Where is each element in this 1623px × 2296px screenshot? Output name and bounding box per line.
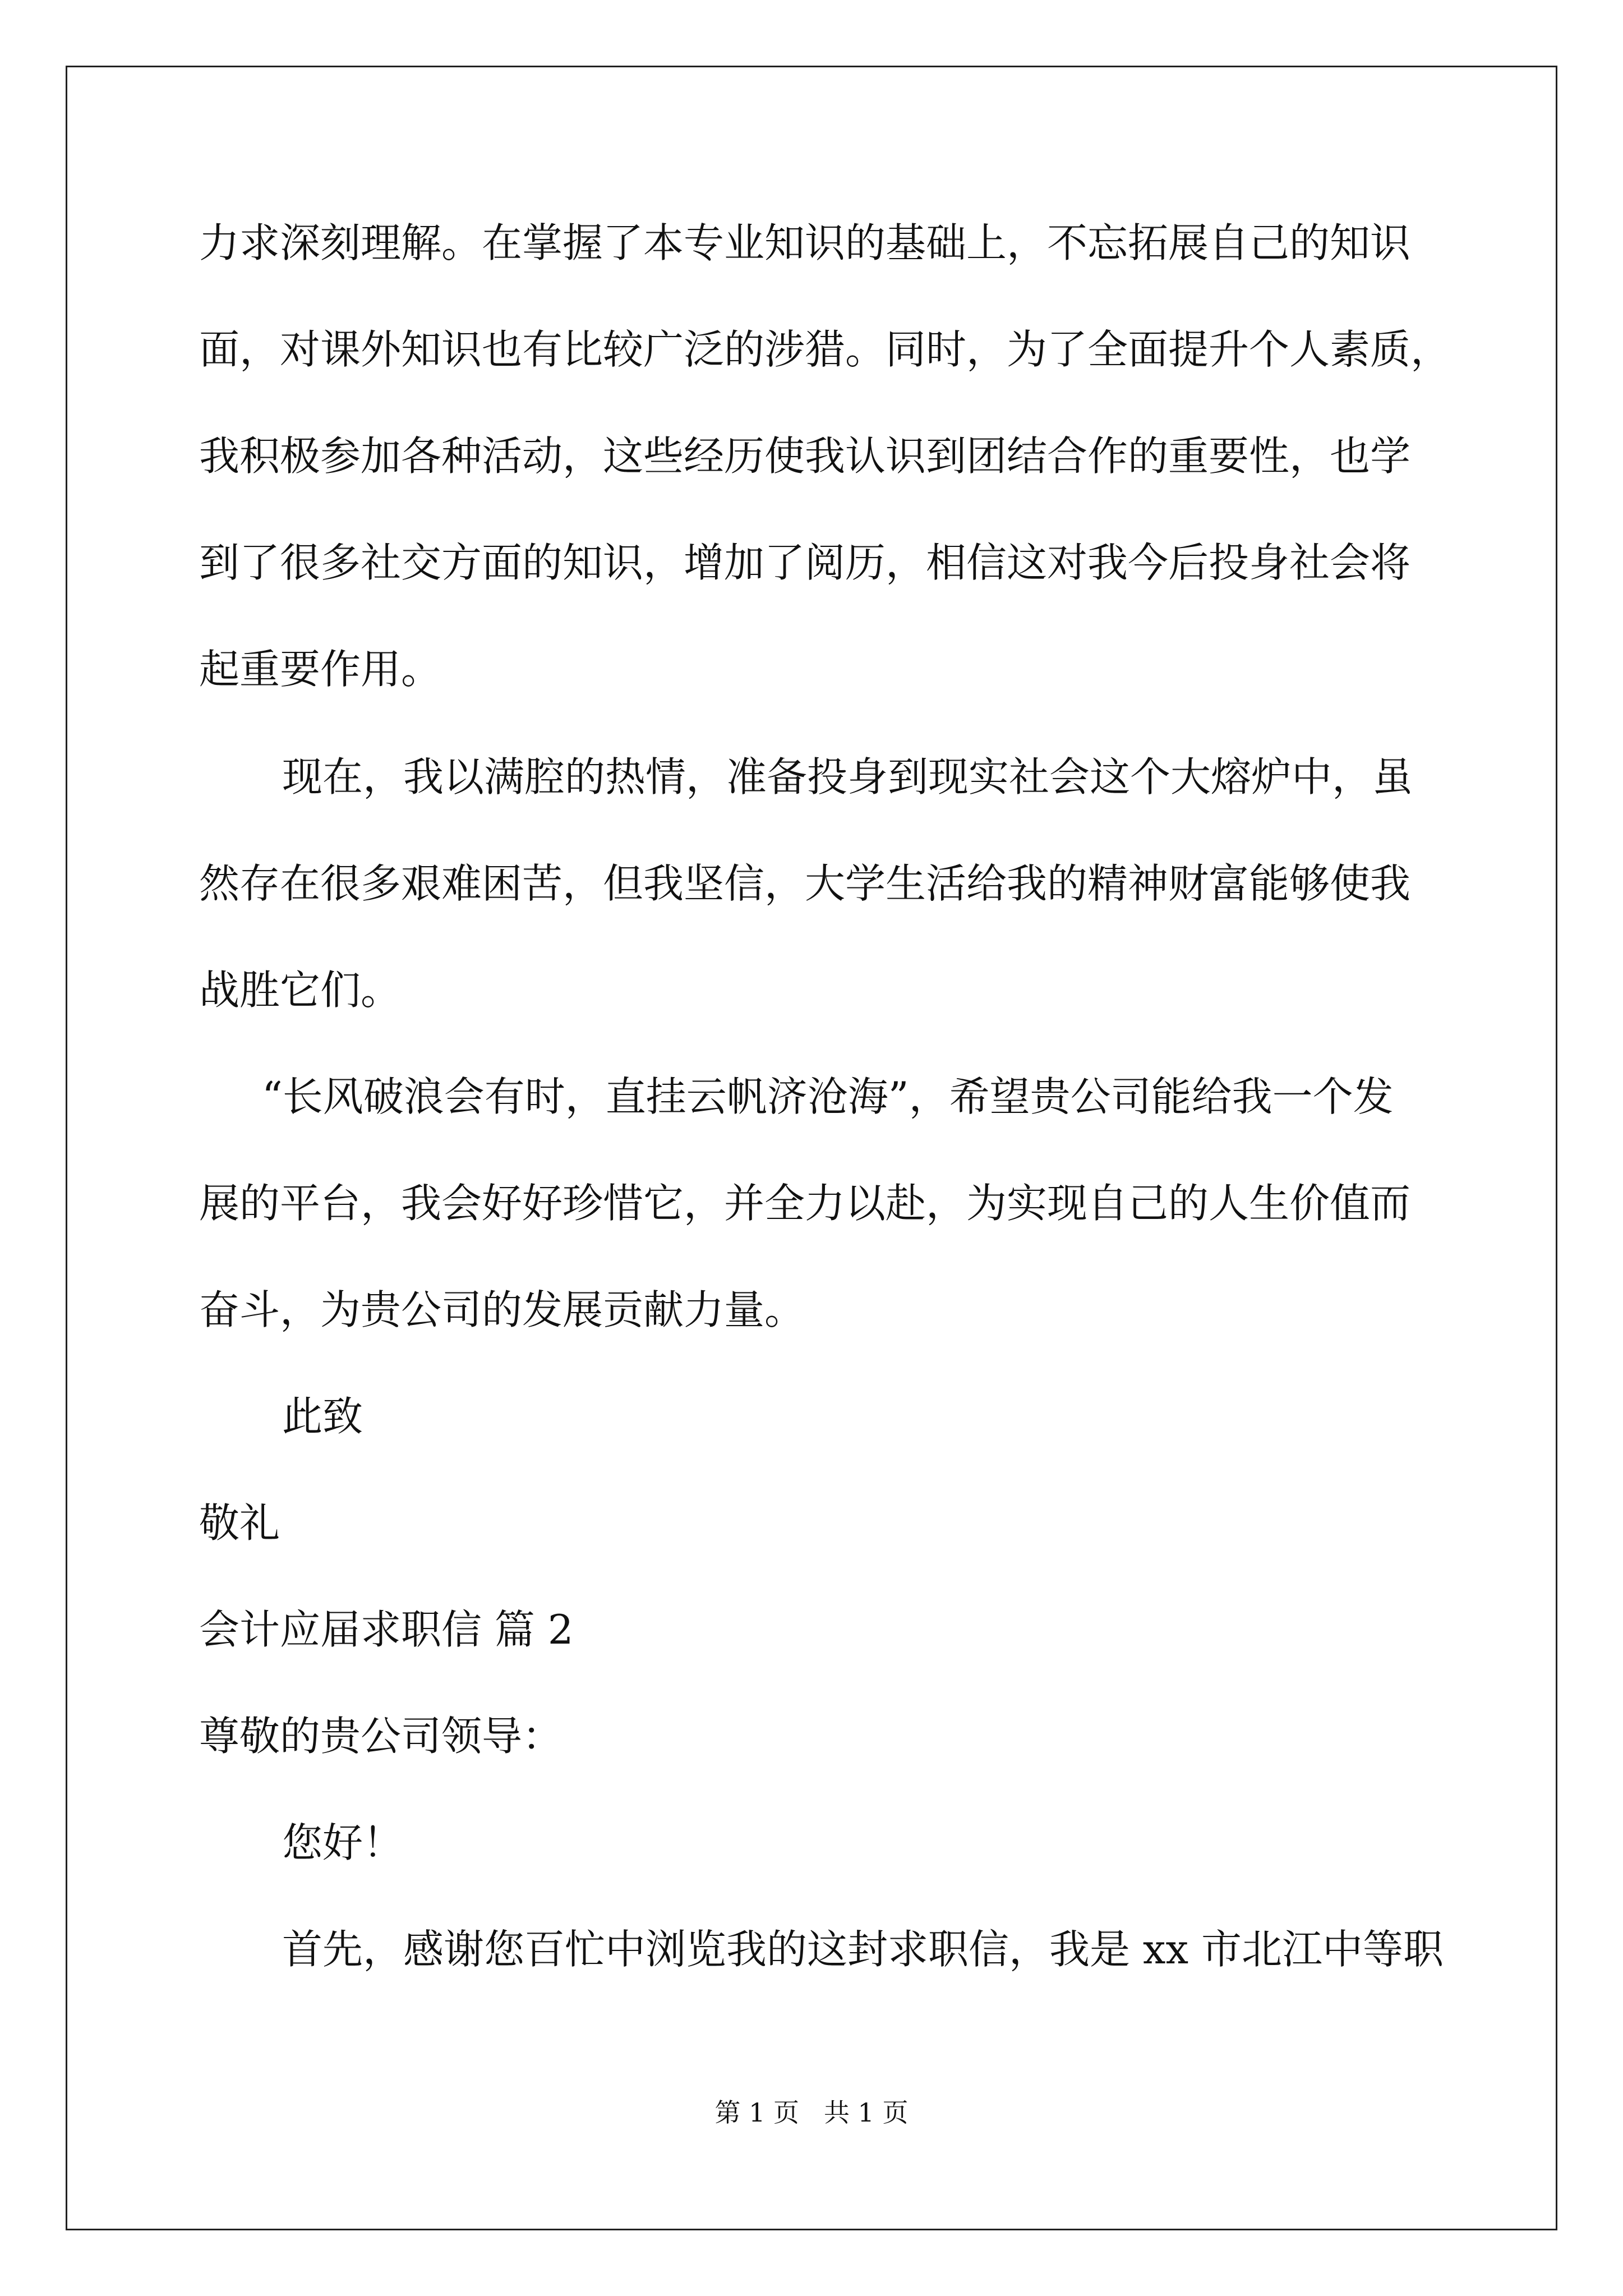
page-border <box>66 66 1557 2230</box>
closing-salutation: 此致 <box>282 1393 363 1440</box>
body-line-3: 我积极参加各种活动，这些经历使我认识到团结合作的重要性，也学 <box>199 432 1411 480</box>
body-line-11: 奋斗，为贵公司的发展贡献力量。 <box>199 1286 805 1333</box>
page-footer <box>0 2096 1623 2129</box>
body-line-8: 战胜它们。 <box>199 967 402 1014</box>
section-title: 会计应届求职信 篇 2 <box>199 1606 574 1653</box>
body-line-6: 现在，我以满腔的热情，准备投身到现实社会这个大熔炉中，虽 <box>282 753 1413 800</box>
page-number-current: 第 1 页 <box>714 2097 800 2128</box>
body-line-9: “长风破浪会有时，直挂云帆济沧海”，希望贵公司能给我一个发 <box>262 1073 1394 1120</box>
closing-respect: 敬礼 <box>199 1499 280 1547</box>
greeting-hello: 您好！ <box>282 1819 404 1866</box>
greeting-recipient: 尊敬的贵公司领导： <box>199 1713 563 1760</box>
body-line-12: 首先，感谢您百忙中浏览我的这封求职信，我是 xx 市北江中等职 <box>282 1926 1444 1973</box>
body-line-2: 面，对课外知识也有比较广泛的涉猎。同时，为了全面提升个人素质， <box>199 326 1451 373</box>
footer-separator <box>799 2096 824 2129</box>
page-number-total: 共 1 页 <box>823 2097 909 2128</box>
body-line-7: 然存在很多艰难困苦，但我坚信，大学生活给我的精神财富能够使我 <box>199 860 1411 907</box>
body-line-4: 到了很多社交方面的知识，增加了阅历，相信这对我今后投身社会将 <box>199 539 1411 586</box>
body-line-10: 展的平台，我会好好珍惜它，并全力以赴，为实现自己的人生价值而 <box>199 1180 1411 1227</box>
body-line-5: 起重要作用。 <box>199 646 442 693</box>
body-line-1: 力求深刻理解。在掌握了本专业知识的基础上，不忘拓展自己的知识 <box>199 219 1411 266</box>
